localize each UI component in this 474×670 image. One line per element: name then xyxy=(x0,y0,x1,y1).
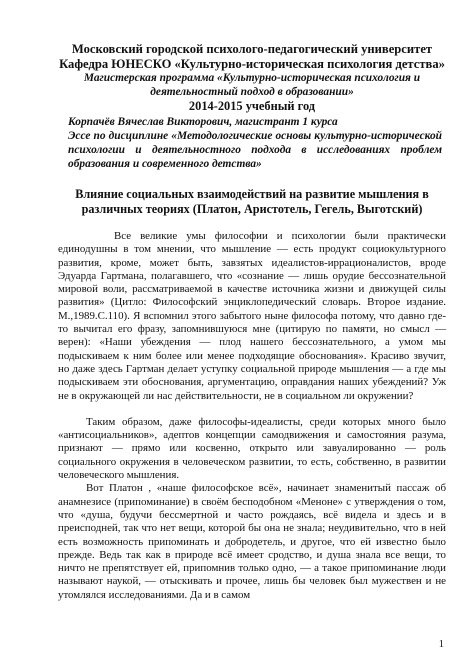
author-name: Корпачёв Вячеслав Викторович xyxy=(68,116,230,128)
essay-title: Влияние социальных взаимодействий на развитие мышления в различных теориях (Платон, Аристотель, Гегель, Выготский) xyxy=(75,187,429,216)
author-status: , магистрант 1 курса xyxy=(229,116,338,128)
body-paragraph: Вот Платон , «наше философское всё», начинает знаменитый пассаж об анамнезисе (припоминание) в своём бесподобном «Меноне» с утверждения о том, что «душа, будучи бессмертной и часто рождаясь, всё видела и здесь и в преисподней, так что нет вещи, которой бы она не знала; неудивительно, что в ней есть возможность припоминать и добродетель, и другое, что ей известно было прежде. Ведь так как в природе всё имеет сродство, и душа знала все вещи, то ничто не препятствует ей, припомнив только одно, — а такое припоминание люди называют наукой, — отыскивать и прочее, лишь бы человек был мужествен и не утомлялся исследованиями. Да и в самом xyxy=(58,482,446,601)
page-number: 1 xyxy=(438,639,444,650)
academic-year: 2014-2015 учебный год xyxy=(188,99,316,113)
program-name: Магистерская программа «Культурно-историческая психология и деятельностный подход в образовании» xyxy=(83,72,421,98)
body-paragraph: Все великие умы философии и психологии были практически единодушны в том мнении, что мышление — есть продукт социокультурного развития, кроме, может быть, завзятых идеалистов-иррационалистов, вроде Эдуарда Гартмана, полагавшего, что «сознание — лишь орудие бессознательной мировой воли, рассматриваемой в качестве источника жизни и движущей силы развития» (Цитло: Философский энциклопедический словарь. Второе издание. М.,1989.С.110). Я вспомнил этого забытого ныне философа потому, что давно где-то вычитал его фразу, запомнившуюся мне (цитирую по памяти, но смысл — верен): «Наши убеждения — плод нашего бессознательного, а умом мы подыскиваем к ним более или менее подходящие обоснования». Красиво звучит, но даже здесь Гартман делает уступку социальной природе мышления — а где мы подыскиваем эти обоснования, аргументацию, оправдания наших убеждений? Уж не в окружающей ли нас действительности, не в социальном ли окружении? xyxy=(58,230,446,402)
author-line xyxy=(68,115,446,129)
university-name: Московский городской психолого-педагогический университет xyxy=(71,42,433,56)
essay-subject: Эссе по дисциплине «Методологические основы культурно-исторической психологии и деятельностного подхода в исследованиях проблем образования и современного детства» xyxy=(68,130,442,170)
body-paragraph: Таким образом, даже философы-идеалисты, среди которых много было «антисоциальников», адептов концепции самодвижения и самостояния разума, признают — прямо или косвенно, открыто или завуалированно — роль социального окружения в человеческом развитии, то есть, собственно, в развитии человеческого мышления. xyxy=(58,415,446,482)
department-name: Кафедра ЮНЕСКО «Культурно-историческая психология детства» xyxy=(59,57,445,71)
